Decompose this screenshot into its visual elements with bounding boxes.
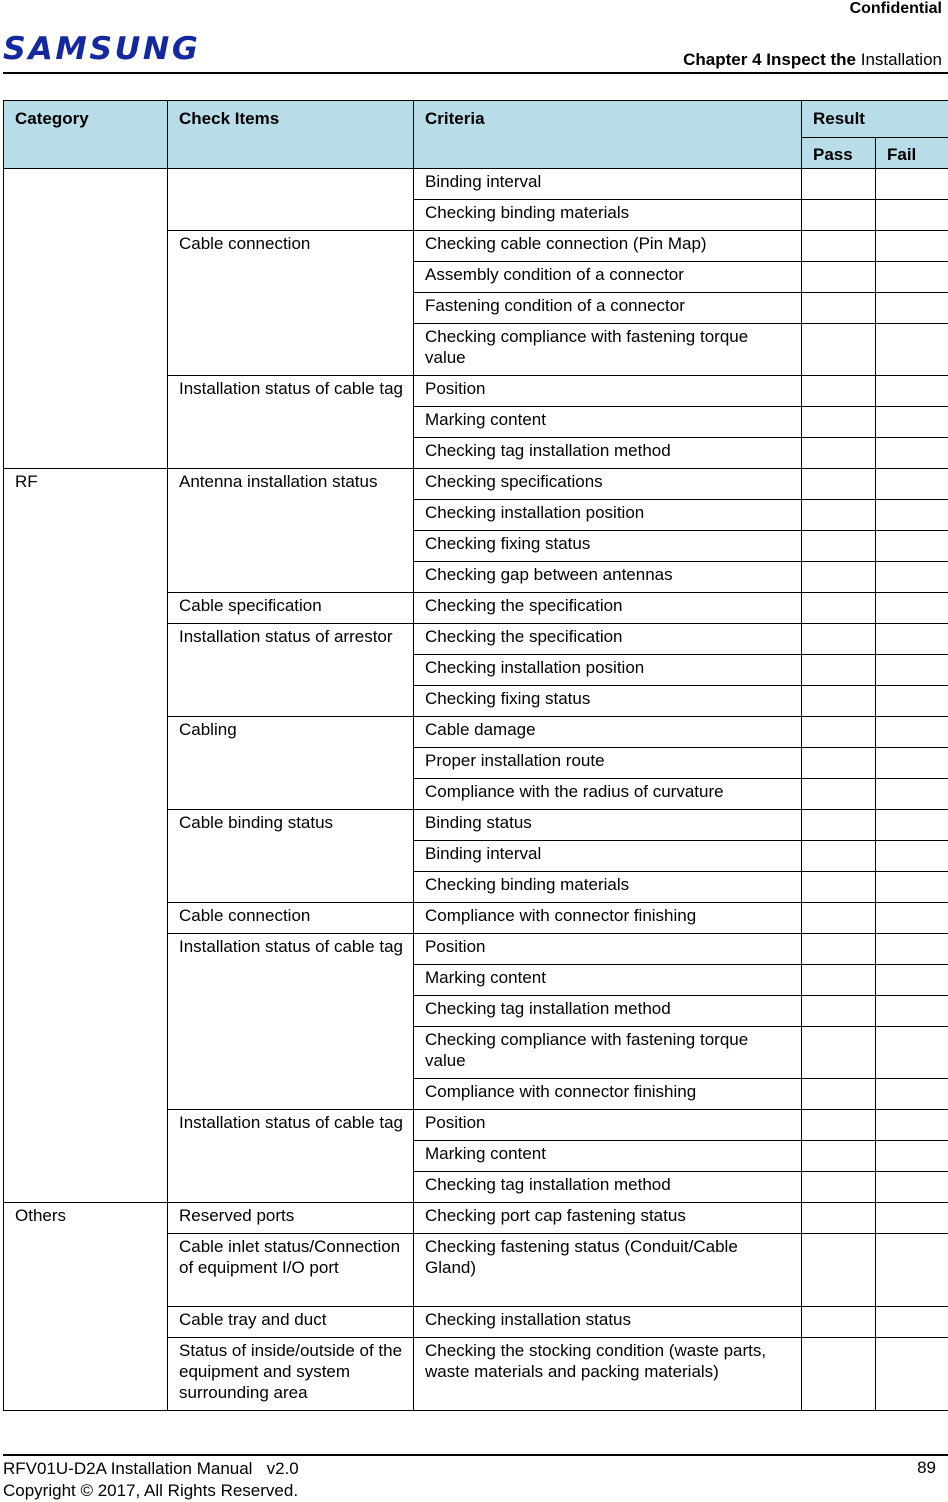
fail-cell[interactable] — [876, 624, 948, 655]
fail-cell[interactable] — [876, 469, 948, 500]
criteria-cell: Marking content — [414, 407, 802, 438]
fail-cell[interactable] — [876, 324, 948, 376]
pass-cell[interactable] — [802, 1079, 876, 1110]
header-criteria: Criteria — [414, 101, 802, 169]
pass-cell[interactable] — [802, 231, 876, 262]
header-result: Result — [802, 101, 948, 138]
criteria-cell: Checking tag installation method — [414, 996, 802, 1027]
criteria-cell: Compliance with connector finishing — [414, 903, 802, 934]
header-rule — [3, 72, 948, 74]
fail-cell[interactable] — [876, 1307, 948, 1338]
check-item-cell: Cabling — [168, 717, 414, 810]
criteria-cell: Checking tag installation method — [414, 438, 802, 469]
pass-cell[interactable] — [802, 748, 876, 779]
pass-cell[interactable] — [802, 810, 876, 841]
category-cell: RF — [4, 469, 168, 1203]
criteria-cell: Checking fixing status — [414, 686, 802, 717]
criteria-cell: Checking port cap fastening status — [414, 1203, 802, 1234]
table-row — [4, 469, 948, 500]
check-item-cell: Antenna installation status — [168, 469, 414, 593]
category-cell — [4, 169, 168, 469]
header-fail: Fail — [876, 138, 948, 169]
pass-cell[interactable] — [802, 779, 876, 810]
table-row — [4, 169, 948, 200]
copyright: Copyright © 2017, All Rights Reserved. — [3, 1480, 299, 1502]
pass-cell[interactable] — [802, 1141, 876, 1172]
fail-cell[interactable] — [876, 531, 948, 562]
confidential-label: Confidential — [850, 0, 942, 18]
pass-cell[interactable] — [802, 996, 876, 1027]
fail-cell[interactable] — [876, 1027, 948, 1079]
pass-cell[interactable] — [802, 293, 876, 324]
criteria-cell: Checking the specification — [414, 624, 802, 655]
fail-cell[interactable] — [876, 293, 948, 324]
criteria-cell: Cable damage — [414, 717, 802, 748]
pass-cell[interactable] — [802, 324, 876, 376]
header-pass: Pass — [802, 138, 876, 169]
fail-cell[interactable] — [876, 996, 948, 1027]
pass-cell[interactable] — [802, 872, 876, 903]
check-item-cell: Installation status of cable tag — [168, 1110, 414, 1203]
chapter-title-rest: Installation — [856, 50, 942, 69]
fail-cell[interactable] — [876, 1079, 948, 1110]
criteria-cell: Checking fastening status (Conduit/Cable Gland) — [414, 1234, 802, 1307]
criteria-cell: Marking content — [414, 965, 802, 996]
header-check-items: Check Items — [168, 101, 414, 169]
footer-left — [3, 1458, 299, 1502]
criteria-cell: Compliance with the radius of curvature — [414, 779, 802, 810]
pass-cell[interactable] — [802, 562, 876, 593]
page-number: 89 — [917, 1458, 936, 1478]
criteria-cell: Checking gap between antennas — [414, 562, 802, 593]
check-item-cell: Cable specification — [168, 593, 414, 624]
pass-cell[interactable] — [802, 469, 876, 500]
pass-cell[interactable] — [802, 934, 876, 965]
check-item-cell: Cable connection — [168, 231, 414, 376]
chapter-title-bold: Chapter 4 Inspect the — [683, 50, 856, 69]
criteria-cell: Binding interval — [414, 841, 802, 872]
table-row — [4, 1203, 948, 1234]
check-item-cell — [168, 169, 414, 231]
criteria-cell: Checking specifications — [414, 469, 802, 500]
criteria-cell: Position — [414, 376, 802, 407]
pass-cell[interactable] — [802, 903, 876, 934]
criteria-cell: Compliance with connector finishing — [414, 1079, 802, 1110]
pass-cell[interactable] — [802, 1203, 876, 1234]
inspection-table — [3, 100, 948, 1411]
footer-rule — [3, 1454, 948, 1456]
fail-cell[interactable] — [876, 779, 948, 810]
fail-cell[interactable] — [876, 562, 948, 593]
criteria-cell: Binding status — [414, 810, 802, 841]
pass-cell[interactable] — [802, 686, 876, 717]
criteria-cell: Assembly condition of a connector — [414, 262, 802, 293]
criteria-cell: Marking content — [414, 1141, 802, 1172]
check-item-cell: Cable inlet status/Connection of equipment I/O port — [168, 1234, 414, 1307]
pass-cell[interactable] — [802, 624, 876, 655]
pass-cell[interactable] — [802, 1110, 876, 1141]
criteria-cell: Checking installation status — [414, 1307, 802, 1338]
fail-cell[interactable] — [876, 872, 948, 903]
pass-cell[interactable] — [802, 1234, 876, 1307]
fail-cell[interactable] — [876, 231, 948, 262]
pass-cell[interactable] — [802, 1172, 876, 1203]
check-item-cell: Installation status of arrestor — [168, 624, 414, 717]
criteria-cell: Fastening condition of a connector — [414, 293, 802, 324]
check-item-cell: Status of inside/outside of the equipment and system surrounding area — [168, 1338, 414, 1411]
fail-cell[interactable] — [876, 407, 948, 438]
fail-cell[interactable] — [876, 748, 948, 779]
header-category: Category — [4, 101, 168, 169]
criteria-cell: Checking the specification — [414, 593, 802, 624]
category-cell: Others — [4, 1203, 168, 1411]
pass-cell[interactable] — [802, 965, 876, 996]
fail-cell[interactable] — [876, 169, 948, 200]
check-item-cell: Reserved ports — [168, 1203, 414, 1234]
fail-cell[interactable] — [876, 903, 948, 934]
fail-cell[interactable] — [876, 1234, 948, 1307]
fail-cell[interactable] — [876, 655, 948, 686]
pass-cell[interactable] — [802, 500, 876, 531]
fail-cell[interactable] — [876, 1338, 948, 1411]
criteria-cell: Checking cable connection (Pin Map) — [414, 231, 802, 262]
criteria-cell: Position — [414, 1110, 802, 1141]
criteria-cell: Checking installation position — [414, 655, 802, 686]
fail-cell[interactable] — [876, 200, 948, 231]
criteria-cell: Position — [414, 934, 802, 965]
criteria-cell: Checking the stocking condition (waste parts, waste materials and packing materials) — [414, 1338, 802, 1411]
fail-cell[interactable] — [876, 1203, 948, 1234]
samsung-logo: SAMSUNG — [3, 31, 200, 67]
check-item-cell: Cable connection — [168, 903, 414, 934]
fail-cell[interactable] — [876, 934, 948, 965]
fail-cell[interactable] — [876, 262, 948, 293]
fail-cell[interactable] — [876, 438, 948, 469]
pass-cell[interactable] — [802, 841, 876, 872]
fail-cell[interactable] — [876, 686, 948, 717]
check-item-cell: Installation status of cable tag — [168, 934, 414, 1110]
pass-cell[interactable] — [802, 717, 876, 748]
pass-cell[interactable] — [802, 1338, 876, 1411]
pass-cell[interactable] — [802, 1307, 876, 1338]
fail-cell[interactable] — [876, 593, 948, 624]
fail-cell[interactable] — [876, 965, 948, 996]
fail-cell[interactable] — [876, 1172, 948, 1203]
pass-cell[interactable] — [802, 262, 876, 293]
pass-cell[interactable] — [802, 593, 876, 624]
criteria-cell: Checking binding materials — [414, 872, 802, 903]
fail-cell[interactable] — [876, 1141, 948, 1172]
pass-cell[interactable] — [802, 376, 876, 407]
manual-title: RFV01U-D2A Installation Manual v2.0 — [3, 1458, 299, 1480]
fail-cell[interactable] — [876, 717, 948, 748]
criteria-cell: Checking tag installation method — [414, 1172, 802, 1203]
criteria-cell: Proper installation route — [414, 748, 802, 779]
pass-cell[interactable] — [802, 438, 876, 469]
criteria-cell: Checking compliance with fastening torque value — [414, 1027, 802, 1079]
fail-cell[interactable] — [876, 841, 948, 872]
criteria-cell: Checking compliance with fastening torque value — [414, 324, 802, 376]
check-item-cell: Cable binding status — [168, 810, 414, 903]
fail-cell[interactable] — [876, 500, 948, 531]
criteria-cell: Checking fixing status — [414, 531, 802, 562]
pass-cell[interactable] — [802, 169, 876, 200]
pass-cell[interactable] — [802, 531, 876, 562]
pass-cell[interactable] — [802, 200, 876, 231]
fail-cell[interactable] — [876, 1110, 948, 1141]
fail-cell[interactable] — [876, 810, 948, 841]
pass-cell[interactable] — [802, 655, 876, 686]
criteria-cell: Checking installation position — [414, 500, 802, 531]
criteria-cell: Binding interval — [414, 169, 802, 200]
pass-cell[interactable] — [802, 407, 876, 438]
check-item-cell: Cable tray and duct — [168, 1307, 414, 1338]
fail-cell[interactable] — [876, 376, 948, 407]
check-item-cell: Installation status of cable tag — [168, 376, 414, 469]
criteria-cell: Checking binding materials — [414, 200, 802, 231]
chapter-title — [683, 50, 942, 70]
pass-cell[interactable] — [802, 1027, 876, 1079]
